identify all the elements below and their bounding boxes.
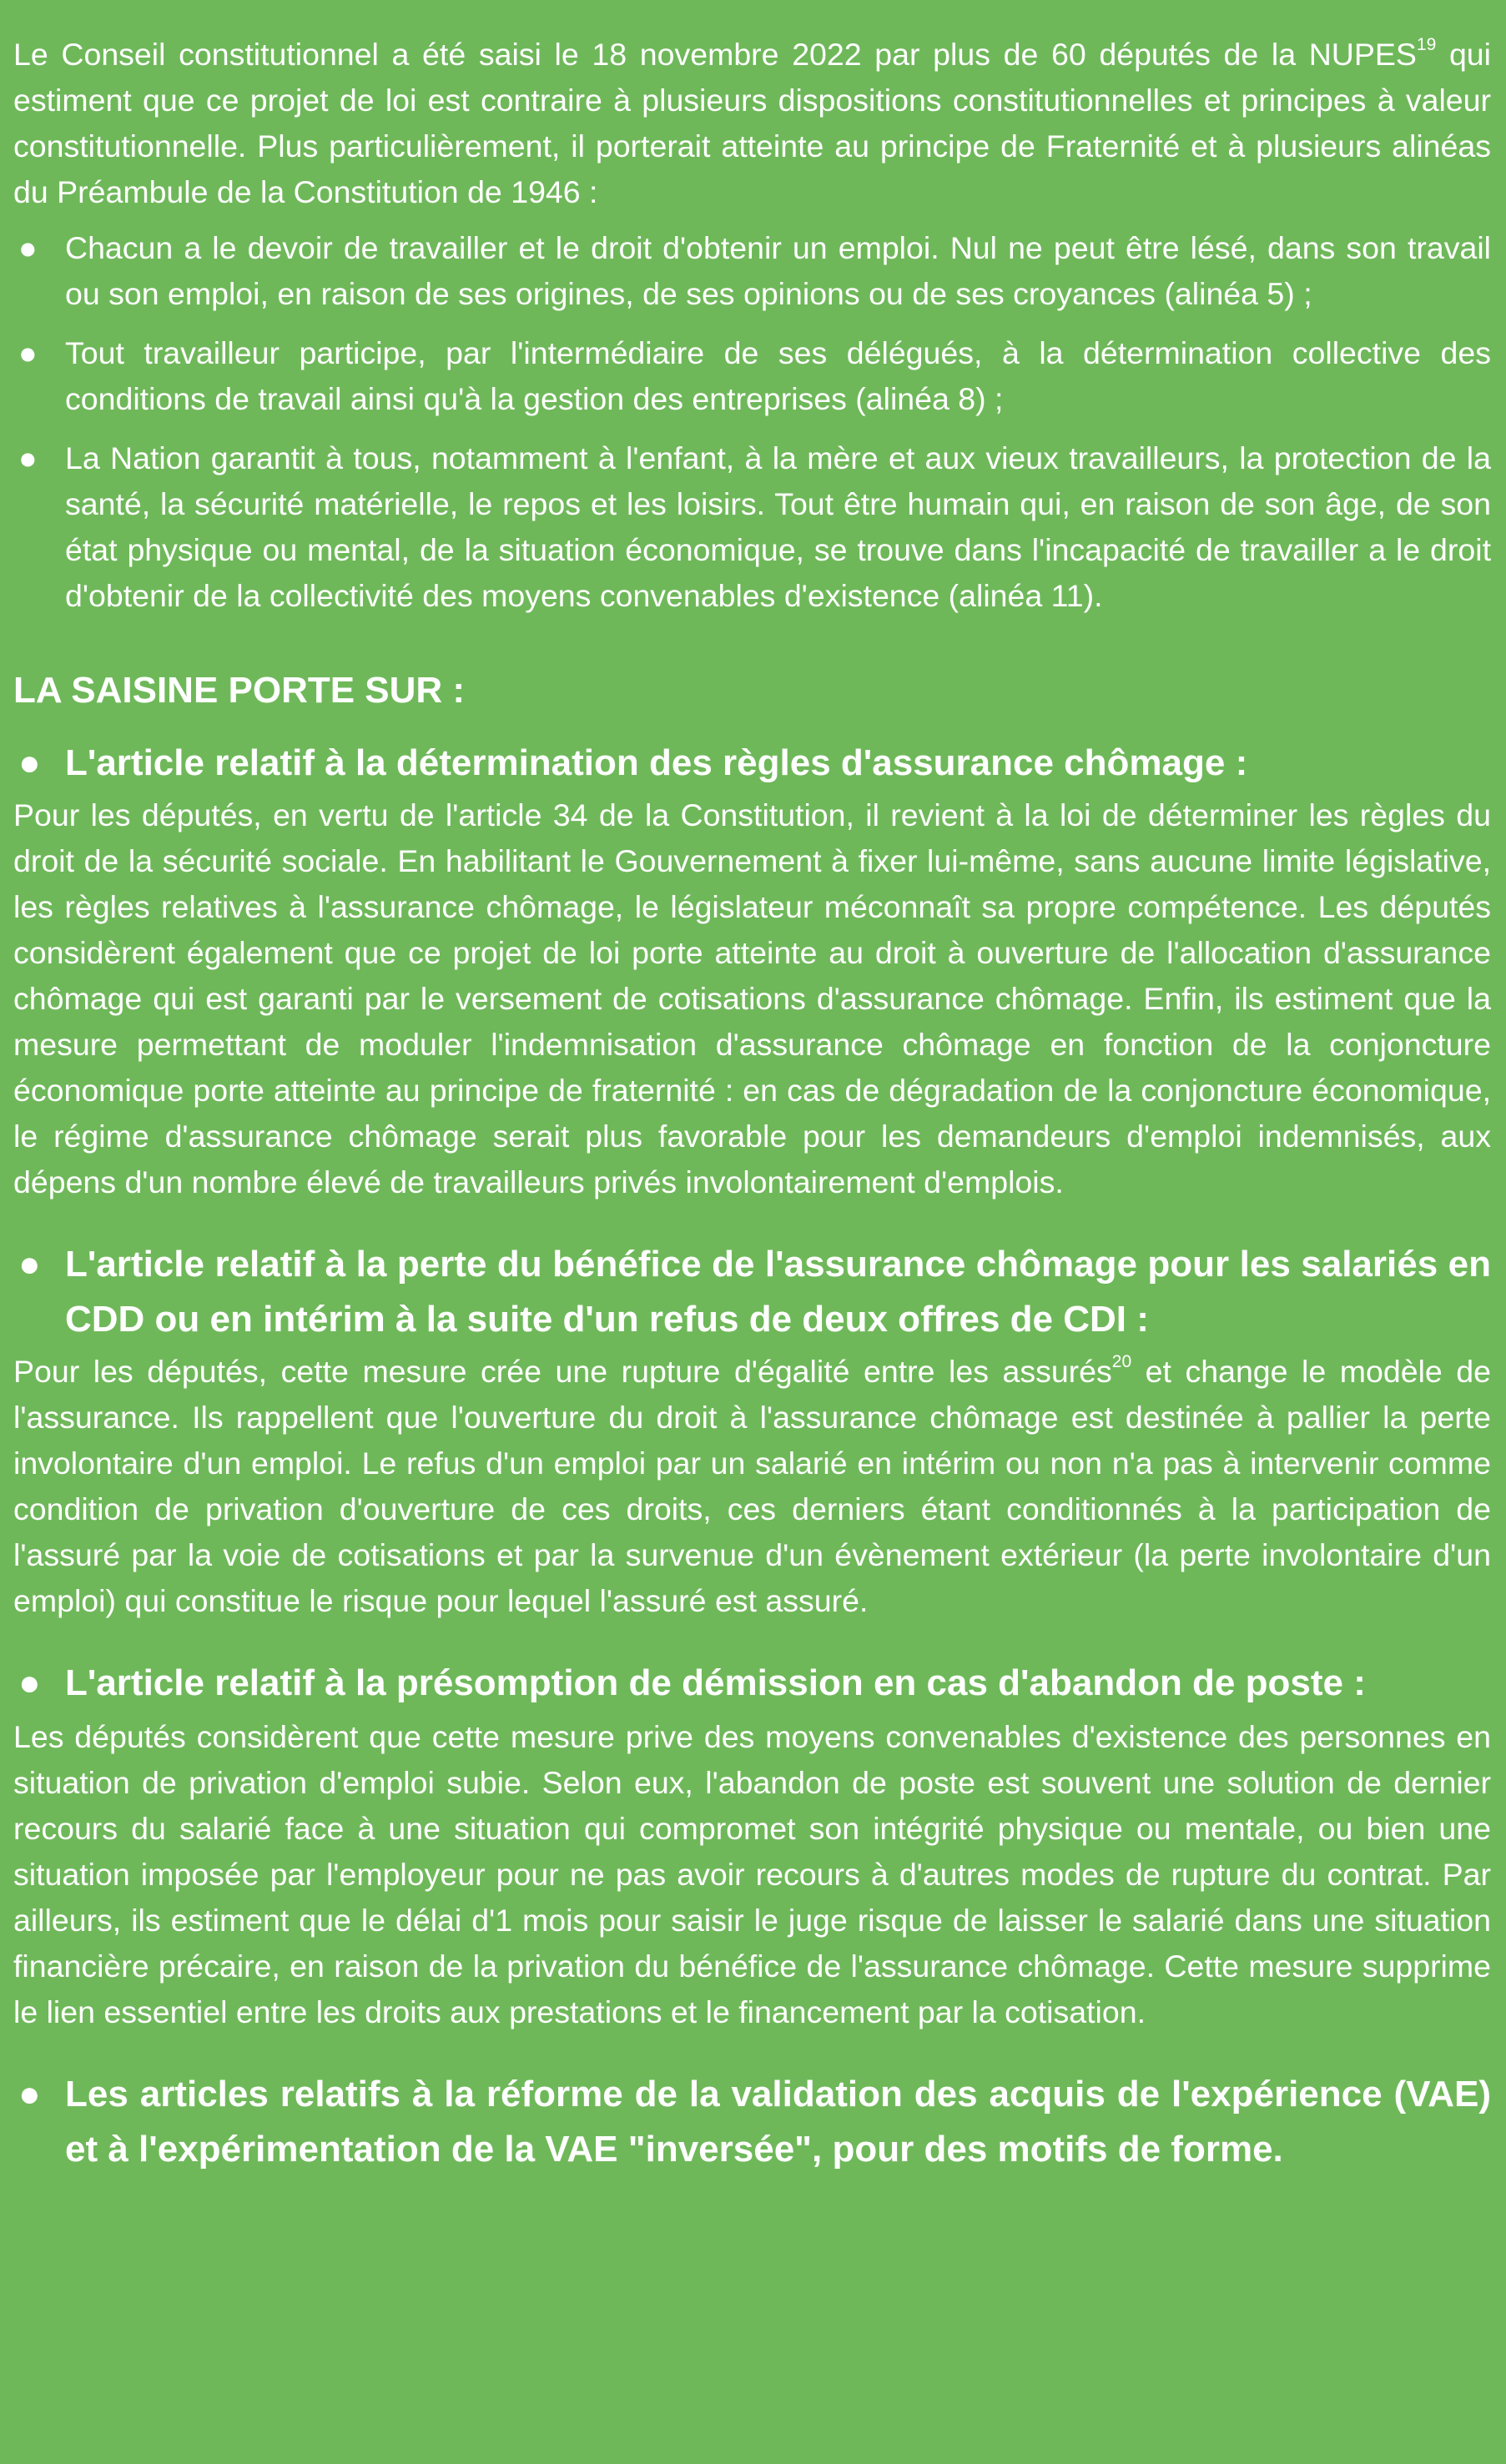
list-item — [13, 225, 1491, 317]
preamble-bullet-list — [13, 225, 1491, 619]
bullet-icon: ● — [18, 2074, 41, 2115]
section-title: LA SAISINE PORTE SUR : — [13, 670, 466, 711]
article-heading-text: Les articles relatifs à la réforme de la validation des acquis de l'expérience (VAE) et à l'expérimentation de la VAE "inversée", pour des motifs de forme. — [65, 2074, 1491, 2170]
article-heading — [13, 736, 1491, 791]
article-heading-text: L'article relatif à la présomption de démission en cas d'abandon de poste : — [65, 1662, 1366, 1703]
bullet-icon: ● — [18, 1244, 41, 1285]
article-body-text: Pour les députés, cette mesure crée une rupture d'égalité entre les assurés — [13, 1354, 1112, 1389]
article-heading — [13, 2067, 1491, 2177]
article-heading-text: L'article relatif à la perte du bénéfice de l'assurance chômage pour les salariés en CDD ou en intérim à la suite d'un refus de deux offres de CDI : — [65, 1244, 1491, 1340]
article-heading — [13, 1237, 1491, 1347]
article-body — [13, 1349, 1491, 1624]
list-item-text: Tout travailleur participe, par l'intermédiaire de ses délégués, à la détermination collective des conditions de travail ainsi qu'à la gestion des entreprises (alinéa 8) ; — [65, 335, 1491, 416]
list-item — [13, 330, 1491, 422]
list-item-text: Chacun a le devoir de travailler et le droit d'obtenir un emploi. Nul ne peut être lésé, dans son travail ou son emploi, en raison de ses origines, de ses opinions ou de ses croyances (alinéa 5) ; — [65, 230, 1491, 311]
article-body: Pour les députés, en vertu de l'article 34 de la Constitution, il revient à la loi de déterminer les règles du droit de la sécurité sociale. En habilitant le Gouvernement à fixer lui-même, sans aucune limite législative, les règles relatives à l'assurance chômage, le législateur méconnaît sa propre compétence. Les députés considèrent également que ce projet de loi porte atteinte au droit à ouverture de l'allocation d'assurance chômage qui est garanti par le versement de cotisations d'assurance chômage. Enfin, ils estiment que la mesure permettant de moduler l'indemnisation d'assurance chômage en fonction de la conjoncture économique porte atteinte au principe de fraternité : en cas de dégradation de la conjoncture économique, le régime d'assurance chômage serait plus favorable pour les demandeurs d'emploi indemnisés, aux dépens d'un nombre élevé de travailleurs privés involontairement d'emplois. — [13, 797, 1491, 1199]
article-heading — [13, 1656, 1491, 1711]
intro-text-continued: qui estiment que ce projet de loi est contraire à plusieurs dispositions constitutionnelles et principes à valeur constitutionnelle. Plus particulièrement, il porterait atteinte au principe de Fraternité et à plusieurs alinéas du Préambule de la Constitution de 1946 : — [13, 37, 1491, 209]
footnote-ref-20[interactable]: 20 — [1111, 1352, 1132, 1371]
article-body-text-continued: et change le modèle de l'assurance. Ils rappellent que l'ouverture du droit à l'assurance chômage est destinée à pallier la perte involontaire d'un emploi. Le refus d'un emploi par un salarié en intérim ou non n'a pas à intervenir comme condition de privation d'ouverture de ces droits, ces derniers étant conditionnés à la participation de l'assuré par la voie de cotisations et par la survenue d'un évènement extérieur (la perte involontaire d'un emploi) qui constitue le risque pour lequel l'assuré est assuré. — [13, 1354, 1491, 1618]
list-item — [13, 435, 1491, 619]
bullet-icon: ● — [18, 742, 41, 783]
list-item-text: La Nation garantit à tous, notamment à l'enfant, à la mère et aux vieux travailleurs, la protection de la santé, la sécurité matérielle, le repos et les loisirs. Tout être humain qui, en raison de son âge, de son état physique ou mental, de la situation économique, se trouve dans l'incapacité de travailler a le droit d'obtenir de la collectivité des moyens convenables d'existence (alinéa 11). — [65, 440, 1491, 613]
bullet-icon: ● — [18, 230, 38, 265]
intro-text: Le Conseil constitutionnel a été saisi le 18 novembre 2022 par plus de 60 députés de la NUPES — [13, 37, 1417, 72]
article-body: Les députés considèrent que cette mesure prive des moyens convenables d'existence des personnes en situation de privation d'emploi subie. Selon eux, l'abandon de poste est souvent une solution de dernier recours du salarié face à une situation qui compromet son intégrité physique ou mentale, ou bien une situation imposée par l'employeur pour ne pas avoir recours à d'autres modes de rupture du contrat. Par ailleurs, ils estiment que le délai d'1 mois pour saisir le juge risque de laisser le salarié dans une situation financière précaire, en raison de la privation du bénéfice de l'assurance chômage. Cette mesure supprime le lien essentiel entre les droits aux prestations et le financement par la cotisation. — [13, 1719, 1491, 2029]
article-heading-text: L'article relatif à la détermination des règles d'assurance chômage : — [65, 742, 1248, 783]
intro-paragraph — [13, 32, 1491, 215]
footnote-ref-19[interactable]: 19 — [1416, 35, 1437, 54]
bullet-icon: ● — [18, 335, 38, 370]
bullet-icon: ● — [18, 440, 38, 475]
bullet-icon: ● — [18, 1662, 41, 1703]
